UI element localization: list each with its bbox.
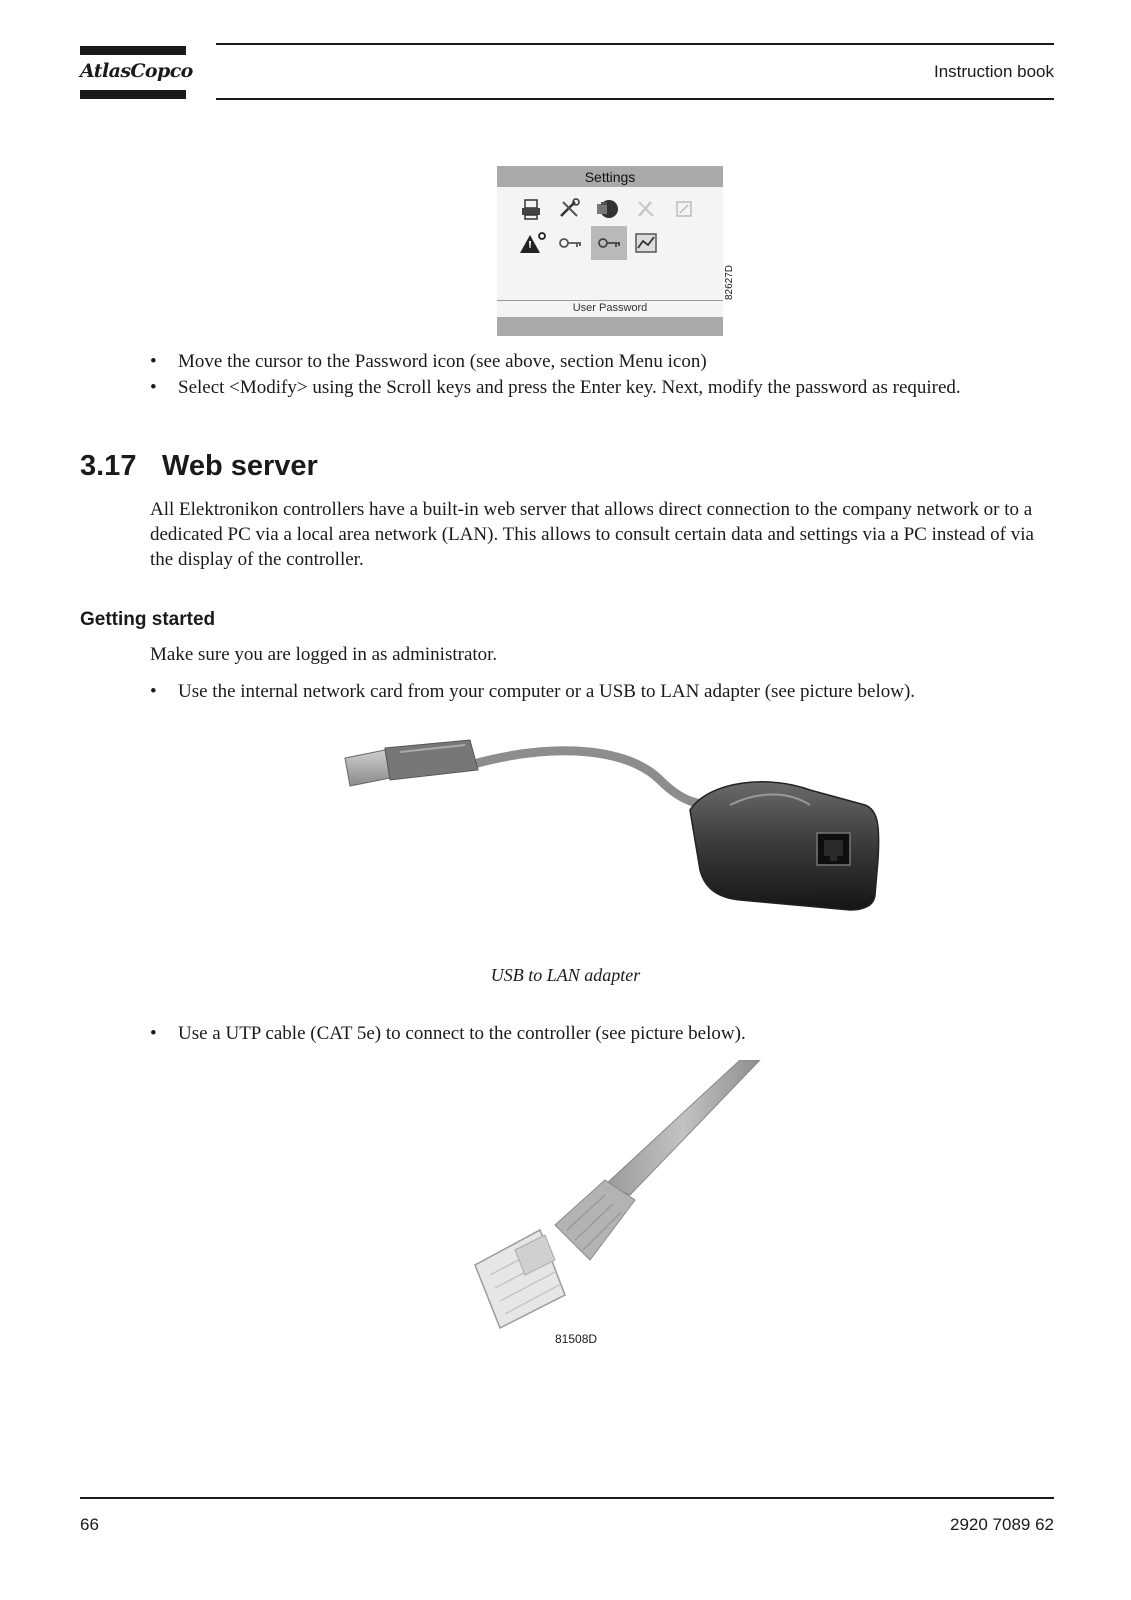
getting-started-heading: Getting started (80, 609, 216, 630)
password-step-1 (150, 350, 1050, 374)
section-title: Web server (162, 450, 318, 482)
settings-footer-line (497, 300, 723, 301)
key-icon (555, 228, 585, 258)
trend-chart-icon (631, 228, 661, 258)
settings-screen-figure (497, 166, 723, 336)
printer-icon (517, 194, 547, 224)
header-rule-bottom (216, 98, 1054, 100)
rj45-figure-code: 81508D (555, 1332, 598, 1346)
footer-rule (80, 1497, 1054, 1499)
header-title: Instruction book (933, 62, 1054, 81)
intro-paragraph: All Elektronikon controllers have a built-in web server that allows direct connection to the company network or to a dedicated PC via a local area network (LAN). This allows to consult certain data and settings via a PC instead of via the display of the controller. (150, 499, 1034, 570)
rj45-cable-illustration (455, 1060, 815, 1345)
settings-bottom-bar (497, 317, 723, 336)
logo-top-bar (80, 46, 186, 55)
settings-screen-title: Settings (497, 166, 723, 187)
page-number: 66 (80, 1515, 99, 1534)
bullet-dot: • (150, 351, 157, 372)
password-step-2-text: Select <Modify> using the Scroll keys and press the Enter key. Next, modify the password as required. (178, 377, 961, 398)
usb-to-lan-adapter-photo (330, 730, 900, 930)
header-rule-top (216, 43, 1054, 45)
network-card-step (150, 680, 1050, 704)
section-number: 3.17 (80, 450, 137, 482)
settings-figure-code: 82627D (724, 264, 735, 300)
utp-cable-step (150, 1022, 1050, 1046)
warning-icon (517, 228, 547, 258)
usb-figure-code: 81507D (818, 888, 861, 902)
bullet-dot: • (150, 681, 157, 702)
tools-disabled-icon (631, 194, 661, 224)
admin-instruction: Make sure you are logged in as administrator. (150, 644, 498, 665)
bullet-dot: • (150, 1023, 157, 1044)
edit-disabled-icon (669, 194, 699, 224)
motor-icon (593, 194, 623, 224)
utp-cable-step-text: Use a UTP cable (CAT 5e) to connect to the controller (see picture below). (178, 1023, 746, 1044)
logo-wordmark: AtlasCopco (80, 60, 193, 82)
password-step-1-text: Move the cursor to the Password icon (see above, section Menu icon) (178, 351, 707, 372)
logo-bottom-bar (80, 90, 186, 99)
settings-selected-label: User Password (572, 302, 648, 314)
utp-cable-photo (455, 1060, 815, 1345)
network-card-step-text: Use the internal network card from your computer or a USB to LAN adapter (see picture below). (178, 681, 916, 702)
bullet-dot: • (150, 377, 157, 398)
password-key-icon (594, 228, 624, 258)
password-step-2 (150, 376, 1050, 400)
document-number: 2920 7089 62 (950, 1515, 1054, 1534)
atlas-copco-logo (80, 46, 193, 100)
usb-adapter-illustration (330, 730, 900, 930)
wrench-screwdriver-icon (555, 194, 585, 224)
usb-figure-caption: USB to LAN adapter (490, 965, 641, 985)
